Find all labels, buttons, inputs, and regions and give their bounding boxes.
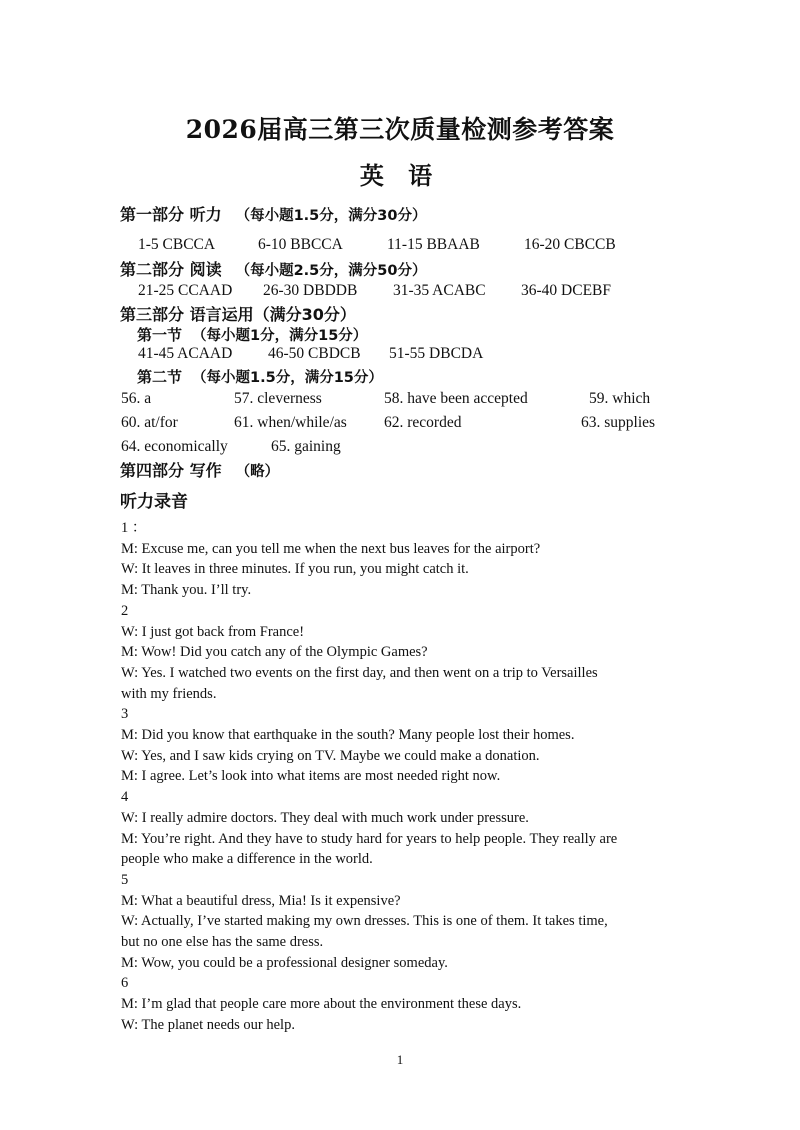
part1-note: （每小题1.5分，满分30分） bbox=[235, 208, 427, 224]
answer-item: 56. a bbox=[121, 390, 152, 407]
transcript-heading: 听力录音 bbox=[120, 492, 188, 512]
transcript-line: M: Did you know that earthquake in the south? Many people lost their homes. bbox=[121, 727, 575, 744]
document-title: 2026届高三第三次质量检测参考答案 bbox=[185, 115, 615, 144]
transcript-line: M: Wow! Did you catch any of the Olympic Games? bbox=[121, 644, 428, 661]
transcript-line: M: You’re right. And they have to study hard for years to help people. They really are bbox=[121, 830, 618, 847]
transcript-line: M: Thank you. I’ll try. bbox=[121, 582, 252, 599]
transcript-line: M: What a beautiful dress, Mia! Is it expensive? bbox=[121, 892, 401, 909]
part4-header bbox=[120, 458, 279, 481]
answer-item: 64. economically bbox=[121, 438, 228, 455]
page-number: 1 bbox=[396, 1052, 404, 1067]
answer-group: 41-45 ACAAD bbox=[138, 345, 233, 362]
transcript-line: 6 bbox=[121, 975, 129, 992]
answer-group: 51-55 DBCDA bbox=[389, 345, 484, 362]
transcript-line: W: The planet needs our help. bbox=[121, 1016, 295, 1033]
answer-item: 60. at/for bbox=[121, 414, 178, 431]
answer-group: 36-40 DCEBF bbox=[521, 282, 611, 299]
part3-header: 第三部分 语言运用（满分30分） bbox=[120, 305, 356, 324]
transcript-line: M: Wow, you could be a professional designer someday. bbox=[121, 954, 448, 971]
answer-item: 62. recorded bbox=[384, 414, 462, 431]
part3-section1-header bbox=[137, 324, 367, 345]
answer-item: 57. cleverness bbox=[234, 390, 322, 407]
transcript-line: 2 bbox=[121, 602, 129, 619]
answer-item: 65. gaining bbox=[271, 438, 341, 455]
answer-group: 11-15 BBAAB bbox=[387, 236, 480, 253]
section2-label: 第二节 bbox=[137, 368, 183, 386]
part4-label: 第四部分 写作 bbox=[120, 461, 222, 480]
transcript-line: W: It leaves in three minutes. If you run, you might catch it. bbox=[121, 561, 469, 578]
part2-note: （每小题2.5分，满分50分） bbox=[235, 263, 427, 279]
transcript-line: W: Yes, and I saw kids crying on TV. Maybe we could make a donation. bbox=[121, 747, 540, 764]
answer-group: 31-35 ACABC bbox=[393, 282, 486, 299]
answer-item: 63. supplies bbox=[581, 414, 656, 431]
transcript-line: 4 bbox=[121, 789, 129, 806]
section1-label: 第一节 bbox=[137, 326, 183, 344]
transcript-line: people who make a difference in the world. bbox=[121, 851, 373, 868]
transcript-line: W: Yes. I watched two events on the first day, and then went on a trip to Versailles bbox=[121, 664, 598, 681]
answer-group: 1-5 CBCCA bbox=[138, 236, 216, 253]
transcript-line: W: Actually, I’ve started making my own dresses. This is one of them. It takes time, bbox=[121, 913, 608, 930]
answer-item: 59. which bbox=[589, 390, 651, 407]
answer-item: 58. have been accepted bbox=[384, 390, 528, 407]
part1-header bbox=[120, 202, 426, 225]
part4-note: （略） bbox=[235, 464, 280, 480]
part2-header bbox=[120, 257, 426, 280]
transcript-body bbox=[121, 518, 681, 1036]
subject-title: 英 语 bbox=[359, 161, 441, 190]
section2-note: （每小题1.5分，满分15分） bbox=[192, 370, 383, 386]
transcript-line: M: Excuse me, can you tell me when the next bus leaves for the airport? bbox=[121, 540, 541, 557]
section1-note: （每小题1分，满分15分） bbox=[192, 328, 368, 344]
answer-item: 61. when/while/as bbox=[234, 414, 347, 431]
answer-group: 21-25 CCAAD bbox=[138, 282, 233, 299]
transcript-line: W: I just got back from France! bbox=[121, 623, 305, 640]
transcript-line: 5 bbox=[121, 871, 129, 888]
transcript-line: W: I really admire doctors. They deal with much work under pressure. bbox=[121, 809, 529, 826]
transcript-line: M: I agree. Let’s look into what items are most needed right now. bbox=[121, 768, 501, 785]
answer-group: 16-20 CBCCB bbox=[524, 236, 616, 253]
part3-section2-header bbox=[137, 366, 383, 387]
transcript-line: 3 bbox=[121, 706, 129, 723]
answer-group: 46-50 CBDCB bbox=[268, 345, 361, 362]
transcript-line: 1 ： bbox=[121, 520, 147, 536]
transcript-line: with my friends. bbox=[121, 685, 217, 702]
transcript-line: M: I’m glad that people care more about the environment these days. bbox=[121, 996, 522, 1013]
part2-label: 第二部分 阅读 bbox=[120, 260, 222, 279]
transcript-line: but no one else has the same dress. bbox=[121, 934, 324, 951]
answer-group: 6-10 BBCCA bbox=[258, 236, 343, 253]
answer-group: 26-30 DBDDB bbox=[263, 282, 358, 299]
part1-label: 第一部分 听力 bbox=[120, 205, 222, 224]
